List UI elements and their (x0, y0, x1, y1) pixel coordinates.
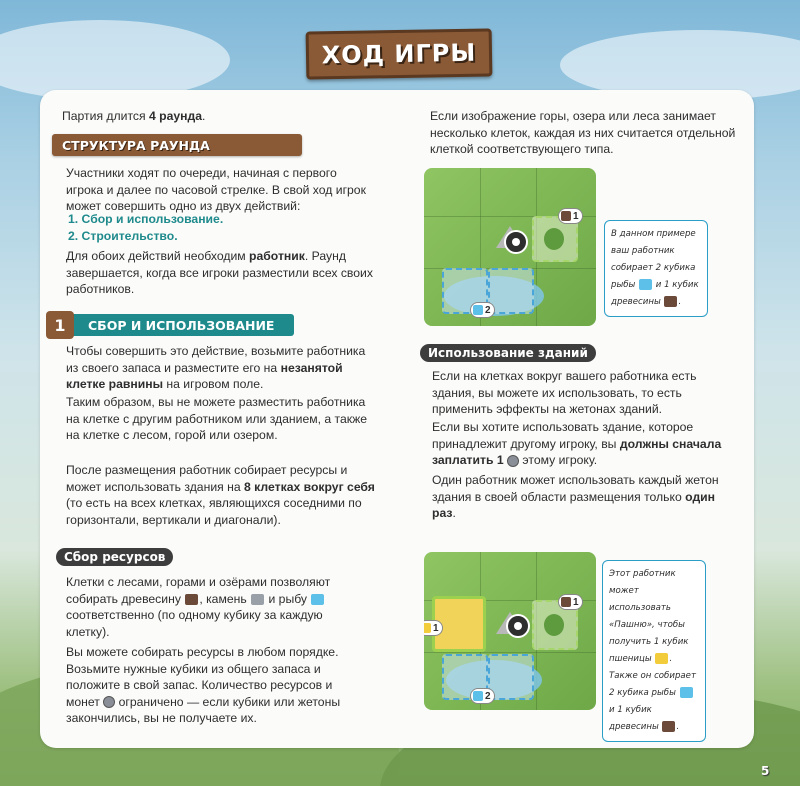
wood-cube-icon (664, 296, 677, 307)
grid-line (424, 652, 596, 653)
bp3-pre: Один работник может использовать каждый жетон здания в своей области размещения только (432, 473, 719, 504)
intro-post: . (202, 109, 206, 123)
stone-cube-icon (251, 594, 264, 605)
worker-pre: Для обоих действий необходим (66, 249, 250, 263)
section-1-number: 1 (46, 311, 74, 339)
worker-post: . Раунд завершается, когда все игроки разместили всех своих работников. (66, 249, 373, 296)
section-1-title: СБОР И ИСПОЛЬЗОВАНИЕ (88, 317, 275, 333)
buildings-title: Использование зданий (428, 346, 588, 360)
gather-resources-title: Сбор ресурсов (64, 550, 166, 564)
gp2-a: Вы можете собирать ресурсы в любом порядке. Возьмите нужные кубики из общего запаса и положите в свой запас. Количество ресурсов и монет (66, 645, 339, 709)
example-board-1 (424, 168, 596, 326)
buildings-header (420, 344, 596, 362)
wheat-gain-chip (424, 620, 443, 636)
page-title-banner (306, 28, 493, 79)
wood-cube-icon (662, 721, 675, 732)
wood-gain-count: 1 (573, 210, 579, 222)
wood-cube-icon (561, 211, 571, 221)
s1p3-bold: 8 клетках вокруг себя (244, 479, 375, 494)
gather-paragraph-1 (66, 574, 366, 640)
fish-gain-count: 2 (485, 690, 491, 702)
action-1: 1. Сбор и использование. (68, 212, 224, 226)
bp3-post: . (452, 506, 456, 520)
coin-icon (507, 455, 519, 467)
s1p3-post: (то есть на всех клетках, являющихся соседними по горизонтали, вертикали и диагонали). (66, 496, 362, 527)
gp2-b: ограничено — если кубики или жетоны закончились, вы не получаете их. (66, 694, 341, 725)
intro-bold: 4 раунда (148, 109, 203, 123)
note1-b: и 1 кубик древесины (611, 280, 699, 307)
lake-tile (488, 268, 534, 314)
worker-icon (504, 230, 528, 254)
note1-c: . (678, 297, 682, 307)
s1p1-pre: Чтобы совершить это действие, возьмите работника из своего запаса и разместите его на (66, 344, 366, 375)
round-structure-header (52, 134, 302, 156)
intro-pre: Партия длится (62, 109, 149, 123)
worker-head (512, 238, 520, 246)
worker-bold: работник (249, 249, 305, 263)
fish-cube-icon (311, 594, 324, 605)
note2-c: и 1 кубик древесины (609, 705, 662, 732)
bp2-bold: должны сначала заплатить 1 (432, 436, 722, 467)
gp1-a: Клетки с лесами, горами и озёрами позволяют собирать древесину (66, 575, 331, 606)
wood-gain-chip (558, 208, 583, 224)
right-top-text: Если изображение горы, озера или леса занимает несколько клеток, каждая из них считается отдельной клеткой соответствующего типа. (430, 109, 736, 156)
buildings-paragraph-1: Если на клетках вокруг вашего работника есть здания, вы можете их использовать, то есть применить эффекты на жетонах зданий. (432, 369, 697, 416)
fish-gain-chip (470, 302, 495, 318)
fish-cube-icon (680, 687, 693, 698)
wood-gain-count: 1 (573, 596, 579, 608)
gp1-d: соответственно (по одному кубику за каждую клетку). (66, 608, 323, 639)
fish-cube-icon (473, 305, 483, 315)
note1-a: В данном примере ваш работник собирает 2 кубика рыбы (611, 229, 696, 290)
section-1-header (60, 314, 294, 336)
wood-gain-chip (558, 594, 583, 610)
cloud (0, 20, 230, 100)
s1p1-post: на игровом поле. (163, 377, 264, 391)
tree-icon (544, 228, 564, 250)
buildings-paragraph-3 (432, 472, 722, 522)
example-note-1 (604, 220, 708, 317)
tree-icon (544, 614, 564, 636)
s1-paragraph-2: Таким образом, вы не можете разместить работника на клетке с другим работником или зданием, а также на клетке с лесом, горой или озером. (66, 395, 368, 442)
bp3-bold: один раз (432, 489, 716, 520)
action-2: 2. Строительство. (68, 229, 178, 243)
coin-icon (103, 696, 115, 708)
note2-d: . (676, 722, 680, 732)
worker-text (66, 248, 376, 298)
intro-text (62, 108, 392, 125)
round-text: Участники ходят по очереди, начиная с первого игрока и далее по часовой стрелке. В свой ход игрок может совершить одно из двух действий: (66, 166, 366, 213)
gather-resources-header (56, 548, 173, 566)
page-title: ХОД ИГРЫ (321, 38, 477, 70)
example-note-2 (602, 560, 706, 742)
wheat-cube-icon (655, 653, 668, 664)
fish-cube-icon (639, 279, 652, 290)
round-structure-title: СТРУКТУРА РАУНДА (62, 137, 210, 153)
s1p1-bold: незанятой клетке равнины (66, 360, 343, 391)
bp2-pre: Если вы хотите использовать здание, которое принадлежит другому игроку, вы (432, 420, 694, 451)
worker-head (514, 622, 522, 630)
buildings-paragraph-2 (432, 419, 722, 469)
gather-paragraph-2 (66, 644, 366, 727)
worker-icon (506, 614, 530, 638)
fish-gain-count: 2 (485, 304, 491, 316)
gp1-c: и рыбу (265, 591, 311, 606)
gp1-b: , камень (199, 591, 251, 606)
fish-gain-chip (470, 688, 495, 704)
s1-paragraph-3 (66, 462, 378, 528)
example-board-2 (424, 552, 596, 710)
page-number: 5 (761, 764, 770, 778)
s1-paragraph-1 (66, 343, 381, 393)
note2-b: . Также он собирает 2 кубика рыбы (609, 654, 696, 698)
wheat-gain-count: 1 (433, 622, 439, 634)
wood-cube-icon (185, 594, 198, 605)
note2-a: Этот работник может использовать «Пашню», чтобы получить 1 кубик пшеницы (609, 569, 689, 664)
wheat-cube-icon (424, 623, 431, 633)
s1p3-pre: После размещения работник собирает ресурсы и может использовать здания на (66, 463, 348, 494)
bp2-post: этому игроку. (519, 453, 598, 467)
fish-cube-icon (473, 691, 483, 701)
lake-tile (488, 654, 534, 700)
wood-cube-icon (561, 597, 571, 607)
